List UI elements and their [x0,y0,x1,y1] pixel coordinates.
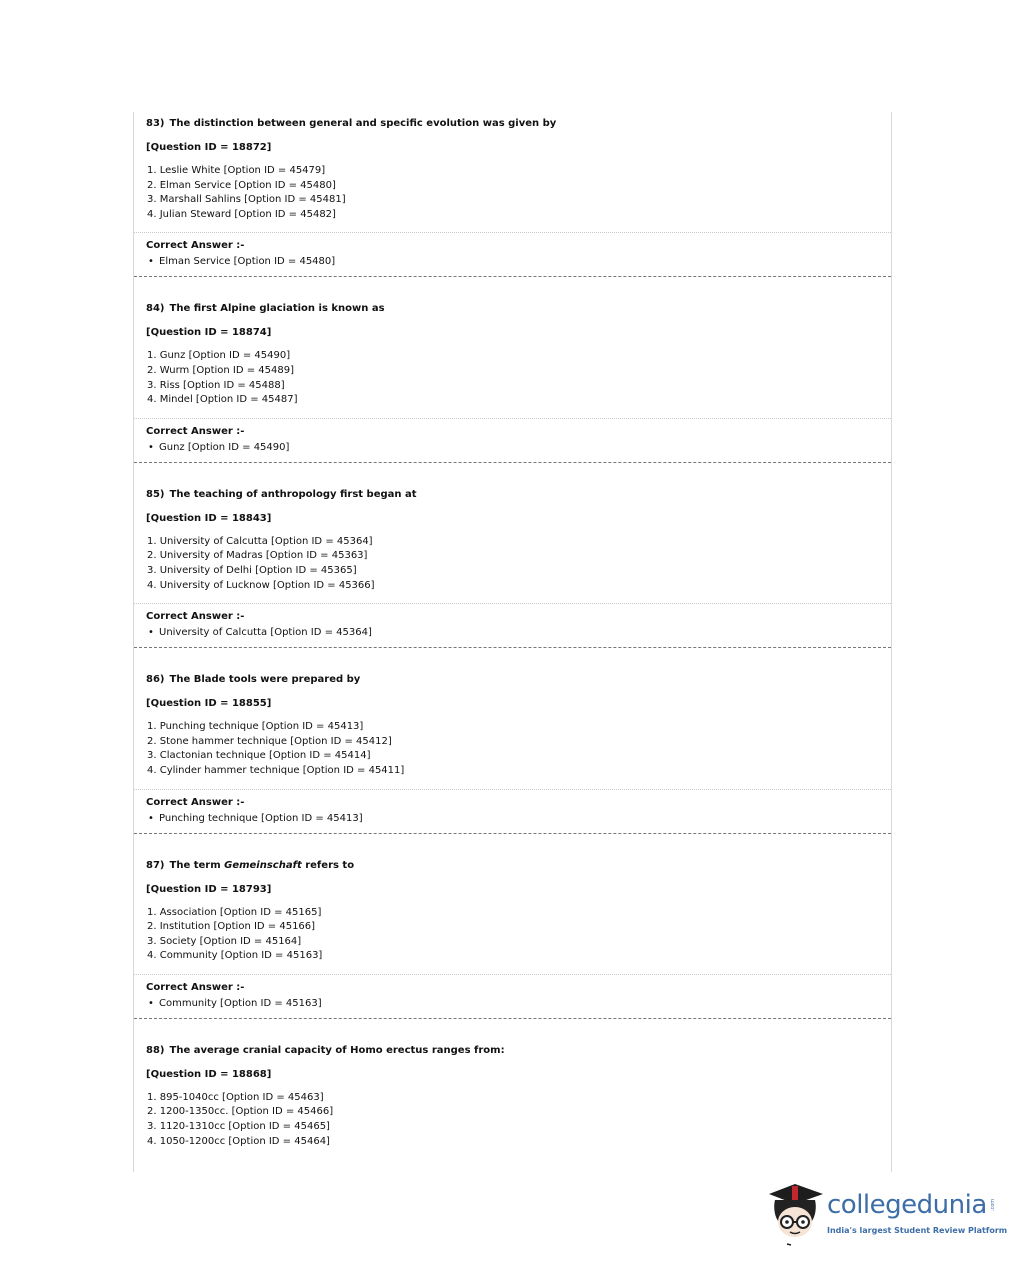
question-id: [Question ID = 18872] [146,142,272,153]
answer-section [134,418,891,462]
answer-section [134,603,891,647]
option-item: 3. Marshall Sahlins [Option ID = 45481] [147,194,346,206]
question-title: 85) The teaching of anthropology first began at [146,488,417,500]
option-item: 4. Mindel [Option ID = 45487] [147,394,298,406]
question-title: 84) The first Alpine glaciation is known as [146,303,385,315]
answer-label: Correct Answer :- [146,611,245,623]
question-id: [Question ID = 18874] [146,327,272,339]
collegedunia-logo [765,1176,1008,1248]
option-item: 1. 895-1040cc [Option ID = 45463] [147,1091,324,1103]
option-item: 2. Institution [Option ID = 45166] [147,921,316,933]
question-id: [Question ID = 18843] [146,512,272,524]
option-item: 4. 1050-1200cc [Option ID = 45464] [147,1135,330,1147]
question-id: [Question ID = 18793] [146,883,272,895]
option-item: 3. University of Delhi [Option ID = 45365] [147,564,357,576]
question-block [134,463,891,648]
option-item: 2. Wurm [Option ID = 45489] [147,364,294,376]
question-block [134,648,891,833]
answer-section [134,232,891,276]
option-item: 1. Punching technique [Option ID = 45413] [147,721,364,733]
option-item: 4. Cylinder hammer technique [Option ID = 45411] [147,764,405,776]
mascot-icon [765,1176,825,1248]
answer-section [134,789,891,833]
answer-item: • University of Calcutta [Option ID = 45364] [148,627,372,639]
option-item: 4. Julian Steward [Option ID = 45482] [147,208,336,220]
option-item: 3. Riss [Option ID = 45488] [147,379,285,391]
answer-section [134,974,891,1018]
option-item: 2. Stone hammer technique [Option ID = 45412] [147,735,392,747]
question-title: 87) The term Gemeinschaft refers to [146,859,355,871]
option-item: 2. University of Madras [Option ID = 45363] [147,550,368,562]
answer-item: • Community [Option ID = 45163] [148,997,322,1009]
question-block [134,112,891,277]
answer-label: Correct Answer :- [146,240,245,252]
option-item: 3. Society [Option ID = 45164] [147,935,302,947]
question-title: 83) The distinction between general and specific evolution was given by [146,118,557,129]
answer-label: Correct Answer :- [146,796,245,808]
option-list [146,720,879,778]
option-item: 1. Association [Option ID = 45165] [147,906,322,918]
brand-tagline: India's largest Student Review Platform [827,1226,1008,1235]
option-list [146,535,879,593]
option-list [146,1091,879,1149]
question-id: [Question ID = 18855] [146,698,272,710]
option-item: 4. Community [Option ID = 45163] [147,950,323,962]
brand-name: collegedunia [827,1190,987,1220]
option-item: 2. Elman Service [Option ID = 45480] [147,179,336,191]
option-item: 3. 1120-1310cc [Option ID = 45465] [147,1121,330,1133]
brand-suffix: .com [990,1198,997,1212]
option-item: 1. Leslie White [Option ID = 45479] [147,165,326,176]
option-item: 4. University of Lucknow [Option ID = 45366] [147,579,375,591]
answer-item: • Gunz [Option ID = 45490] [148,441,290,453]
answer-item: • Elman Service [Option ID = 45480] [148,256,336,268]
question-block [134,834,891,1019]
question-block [134,277,891,462]
option-list [146,906,879,964]
question-title: 86) The Blade tools were prepared by [146,674,361,686]
question-title: 88) The average cranial capacity of Homo erectus ranges from: [146,1044,505,1056]
option-item: 2. 1200-1350cc. [Option ID = 45466] [147,1106,334,1118]
option-list [146,164,879,222]
question-id: [Question ID = 18868] [146,1068,272,1080]
option-item: 1. University of Calcutta [Option ID = 45364] [147,535,373,547]
question-sheet [133,112,892,1172]
option-item: 3. Clactonian technique [Option ID = 45414] [147,750,371,762]
question-block [134,1019,891,1149]
answer-item: • Punching technique [Option ID = 45413] [148,812,363,824]
option-item: 1. Gunz [Option ID = 45490] [147,350,291,362]
option-list [146,349,879,407]
answer-label: Correct Answer :- [146,425,245,437]
answer-label: Correct Answer :- [146,981,245,993]
